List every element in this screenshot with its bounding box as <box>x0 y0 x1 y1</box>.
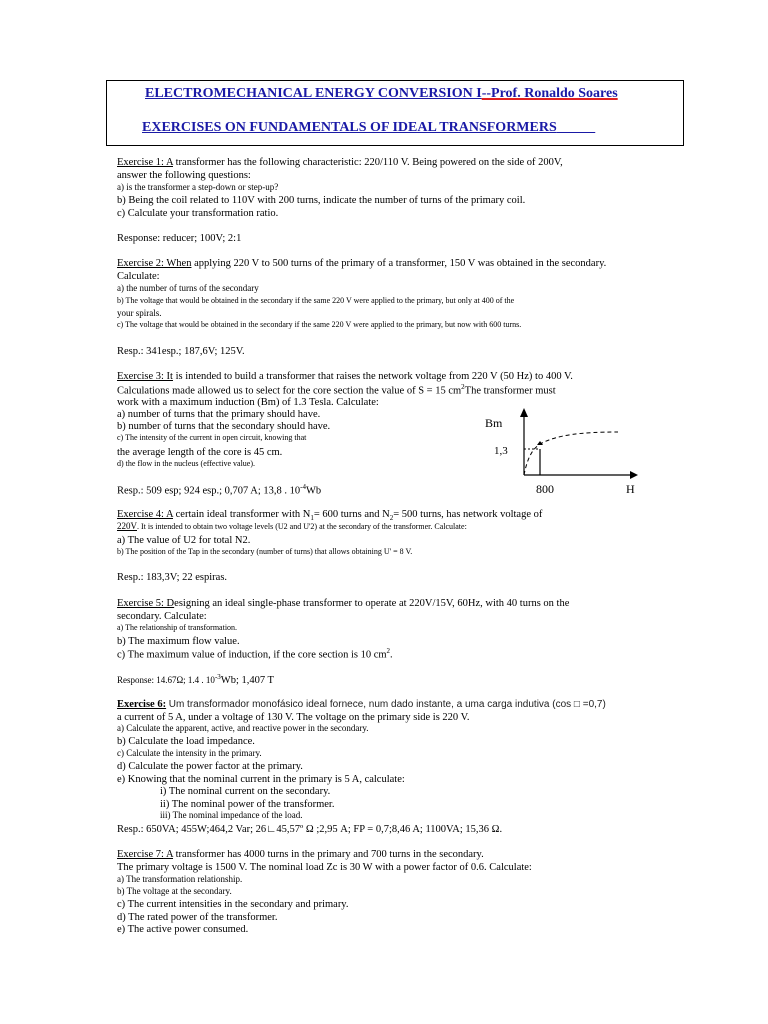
ex3-label: Exercise 3: It <box>117 371 173 382</box>
ex6-response: Resp.: 650VA; 455W;464,2 Var; 26∟45,57º Ω ;2,95 A; FP = 0,7;8,46 A; 1100VA; 15,36 Ω. <box>117 824 503 835</box>
ex4-text1c: = 500 turns, has network voltage of <box>393 509 543 520</box>
ex1-text1: transformer has the following characteristic: 220/110 V. Being powered on the side of 200V, <box>173 157 563 168</box>
ex7-item-a: a) The transformation relationship. <box>117 874 243 884</box>
ex2-label: Exercise 2: When <box>117 258 192 269</box>
magnetization-curve <box>524 432 618 475</box>
ex6-text1: Um transformador monofásico ideal fornece, num dado instante, a uma carga indutiva (cos □ =0,7) <box>168 699 606 710</box>
ex3-line3: work with a maximum induction (Bm) of 1.3 Tesla. Calculate: <box>117 397 379 408</box>
ex1-item-a: a) is the transformer a step-down or step-up? <box>117 182 279 192</box>
ex5-label: Exercise 5: D <box>117 598 175 609</box>
ex3-item-a: a) number of turns that the primary should have. <box>117 409 321 420</box>
ex5-response <box>117 674 274 687</box>
ex5-text1: esigning an ideal single-phase transformer to operate at 220V/15V, 60Hz, with 40 turns on the <box>174 598 570 609</box>
ex3-line1 <box>117 371 573 383</box>
ex2-item-a: a) the number of turns of the secondary <box>117 283 259 293</box>
ex3-item-d: d) the flow in the nucleus (effective value). <box>117 459 256 468</box>
ex6-item-d: d) Calculate the power factor at the primary. <box>117 761 303 772</box>
ex2-item-b-cont: your spirals. <box>117 308 162 318</box>
h-axis-label: H <box>626 482 635 496</box>
ex2-line1 <box>117 258 606 270</box>
ex6-line2: a current of 5 A, under a voltage of 130 V. The voltage on the primary side is 220 V. <box>117 712 470 723</box>
ex4-line1 <box>117 509 542 523</box>
ex4-line2 <box>117 522 467 532</box>
ex3-response <box>117 484 321 497</box>
ex1-response: Response: reducer; 100V; 2:1 <box>117 233 242 244</box>
ex4-voltage: 220V <box>117 521 137 531</box>
ex5-resp-text: Response: 14.67Ω; 1.4 . 10 <box>117 675 215 685</box>
ex6-item-c: c) Calculate the intensity in the primary. <box>117 748 262 758</box>
ex5-line1 <box>117 598 569 610</box>
ex5-item-c <box>117 648 393 661</box>
ex3-item-b: b) number of turns that the secondary should have. <box>117 421 331 432</box>
h-axis-arrow <box>630 471 638 479</box>
ex4-item-a: a) The value of U2 for total N2. <box>117 535 251 546</box>
ex3-resp-sup: -4 <box>300 483 307 491</box>
ex3-text1: is intended to build a transformer that raises the network voltage from 220 V (50 Hz) to 400 V. <box>172 371 573 382</box>
ex4-text1a: certain ideal transformer with N <box>173 509 311 520</box>
ex4-n2-sub: 2 <box>389 514 394 523</box>
ex3-line2 <box>117 384 556 397</box>
bm-axis-label: Bm <box>485 416 503 430</box>
ex6-item-e: e) Knowing that the nominal current in the primary is 5 A, calculate: <box>117 774 405 785</box>
ex7-line1 <box>117 849 484 861</box>
ex7-text1: transformer has 4000 turns in the primary and 700 turns in the secondary. <box>173 849 484 860</box>
ex7-item-b: b) The voltage at the secondary. <box>117 886 232 896</box>
ex3-sup: 2 <box>461 383 465 391</box>
ex2-line2: Calculate: <box>117 271 160 282</box>
ex6-item-e-iii: iii) The nominal impedance of the load. <box>160 810 303 820</box>
ex6-item-e-ii: ii) The nominal power of the transformer. <box>160 799 335 810</box>
ex5-item-c-end: . <box>390 649 393 661</box>
ex4-item-b: b) The position of the Tap in the secondary (number of turns) that allows obtaining U' = 8 V. <box>117 547 413 556</box>
ex6-label: Exercise 6: <box>117 699 167 710</box>
ex7-label: Exercise 7: A <box>117 849 173 860</box>
ex7-item-c: c) The current intensities in the secondary and primary. <box>117 899 349 910</box>
bm-axis-arrow <box>520 408 528 417</box>
document-title <box>145 86 618 102</box>
ex1-line2: answer the following questions: <box>117 170 251 181</box>
ex5-item-c-text: c) The maximum value of induction, if the core section is 10 cm <box>117 649 387 661</box>
ex5-item-a: a) The relationship of transformation. <box>117 623 238 632</box>
ex2-item-c: c) The voltage that would be obtained in the secondary if the same 220 V were applied to the primary, but now with 600 turns. <box>117 320 522 329</box>
document-subtitle <box>142 120 595 136</box>
ex6-item-e-i: i) The nominal current on the secondary. <box>160 786 331 797</box>
ex1-line1 <box>117 157 563 169</box>
ex2-item-b: b) The voltage that would be obtained in the secondary if the same 220 V were applied to the primary, but only at 400 of the <box>117 296 515 305</box>
ex6-line1 <box>117 699 606 711</box>
ex5-resp-sup: -3 <box>214 673 221 681</box>
ex5-item-b: b) The maximum flow value. <box>117 636 240 647</box>
subtitle-text: EXERCISES ON FUNDAMENTALS OF IDEAL TRANSFORMERS <box>142 120 557 135</box>
ex4-response: Resp.: 183,3V; 22 espiras. <box>117 572 228 583</box>
ex6-item-b: b) Calculate the load impedance. <box>117 736 255 747</box>
ex7-item-e: e) The active power consumed. <box>117 924 249 935</box>
ex1-item-c: c) Calculate your transformation ratio. <box>117 208 279 219</box>
ex5-line2: secondary. Calculate: <box>117 611 207 622</box>
ex5-item-c-sup: 2 <box>386 647 391 655</box>
h-tick-label: 800 <box>536 482 554 496</box>
ex6-item-a: a) Calculate the apparent, active, and reactive power in the secondary. <box>117 723 369 733</box>
ex4-n1-sub: 1 <box>310 514 314 523</box>
ex3-resp-text: Resp.: 509 esp; 924 esp.; 0,707 A; 13,8 . 10 <box>117 485 301 497</box>
header-box <box>106 80 684 146</box>
author-name: --Prof. Ronaldo Soares <box>481 86 618 101</box>
ex2-response: Resp.: 341esp.; 187,6V; 125V. <box>117 346 245 357</box>
ex3-text2b: The transformer must <box>464 385 556 397</box>
ex1-label: Exercise 1: A <box>117 157 173 168</box>
ex4-text2: . It is intended to obtain two voltage levels (U2 and U'2) at the secondary of the transformer. Calculate: <box>137 522 467 531</box>
ex3-item-c-cont: the average length of the core is 45 cm. <box>117 447 283 458</box>
ex3-text2a: Calculations made allowed us to select for the core section the value of S = 15 cm <box>117 385 462 397</box>
ex1-item-b: b) Being the coil related to 110V with 200 turns, indicate the number of turns of the primary coil. <box>117 195 526 206</box>
ex4-label: Exercise 4: A <box>117 509 173 520</box>
ex7-line2: The primary voltage is 1500 V. The nominal load Zc is 30 W with a power factor of 0.6. Calculate: <box>117 862 532 873</box>
ex3-resp-unit: Wb <box>306 485 322 497</box>
bh-curve-diagram <box>480 405 640 500</box>
ex3-item-c: c) The intensity of the current in open circuit, knowing that <box>117 433 307 442</box>
ex2-text1: applying 220 V to 500 turns of the primary of a transformer, 150 V was obtained in the secondary. <box>191 258 607 269</box>
course-title: ELECTROMECHANICAL ENERGY CONVERSION I <box>145 86 482 101</box>
ex4-text1b: = 600 turns and N <box>313 509 390 520</box>
ex5-resp-unit: Wb; 1,407 T <box>220 675 274 686</box>
ex7-item-d: d) The rated power of the transformer. <box>117 912 278 923</box>
bm-tick-label: 1,3 <box>494 445 508 457</box>
